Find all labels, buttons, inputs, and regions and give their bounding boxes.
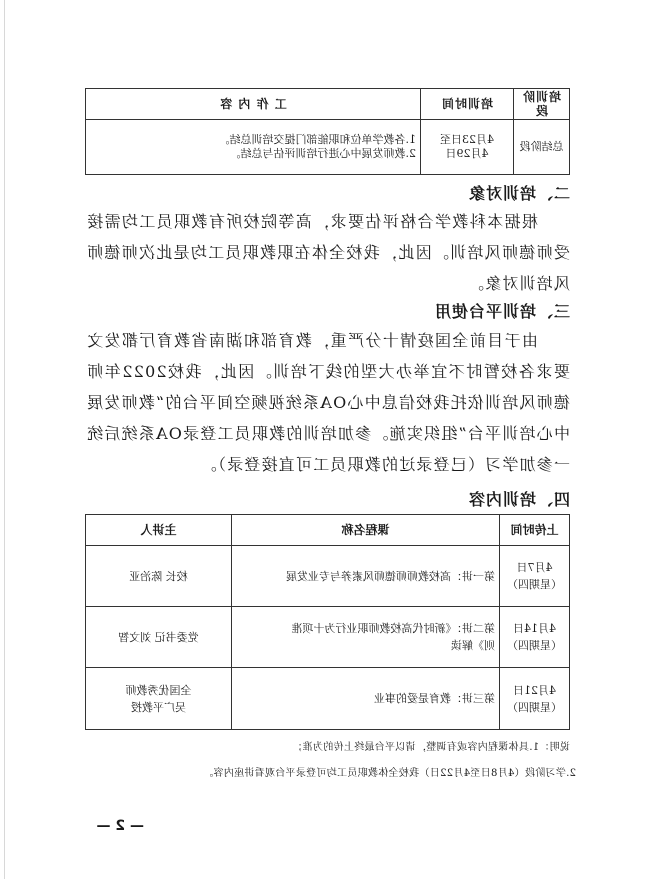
section-paragraph-platform: 由于目前全国疫情十分严重，教育部和湖南省教育厅都发文要求各校暂时不宜举办大型的线下培训。因此，我校2022年师德师风培训依托我校信息中心OA系统视频空间平台的“教师发展中心培训平台”组织实施。参加培训的教职员工登录OA系统后统一参加学习（已登录过的教职员工可直接登录）。 — [86, 331, 570, 474]
header-content: 工 作 内 容 — [86, 89, 421, 120]
course-line: 第二讲：《新时代高校教师职业行为十项准 — [291, 622, 495, 635]
speaker-line: 校长 陈治亚 — [129, 569, 188, 583]
upload-time-cell — [500, 607, 570, 668]
note-line-1: 说明：1.具体课程内容或有调整，请以平台最终上传的为准； — [292, 742, 570, 753]
time-line: （星期四） — [507, 639, 562, 652]
section-heading-targets: 二、培训对象 — [467, 184, 570, 203]
course-line: 第三讲：教育是爱的事业 — [374, 692, 495, 705]
table-header-row — [86, 515, 570, 546]
time-line: （星期四） — [507, 578, 562, 591]
content-line: 1.各教学单位和职能部门提交培训总结。 — [218, 133, 416, 146]
upload-time-cell — [500, 546, 570, 607]
course-line: 第一讲：高校教师师德师风素养与专业发展 — [286, 569, 495, 583]
upload-time-cell — [500, 668, 570, 730]
header-time: 培训时间 — [421, 89, 514, 120]
training-stage-table — [85, 88, 570, 175]
course-schedule-table — [85, 514, 570, 730]
speaker-line: 党委书记 刘文智 — [118, 630, 199, 644]
course-name-cell — [232, 546, 500, 607]
time-line: （星期四） — [507, 700, 562, 714]
header-speaker: 主讲人 — [86, 515, 232, 546]
page-number: — 2 — — [96, 818, 144, 834]
speaker-line: 吴广平教授 — [131, 700, 186, 714]
time-line: 4月14日 — [513, 622, 556, 635]
time-line: 4月23日至 — [440, 133, 494, 146]
content-line: 2.教师发展中心进行培训评估与总结。 — [229, 147, 416, 160]
header-upload-time: 上传时间 — [500, 515, 570, 546]
table-row — [86, 668, 570, 730]
speaker-cell — [86, 668, 232, 730]
course-name-cell — [232, 668, 500, 730]
table-row — [86, 546, 570, 607]
course-name-cell — [232, 607, 500, 668]
content-cell — [86, 120, 421, 175]
section-heading-platform: 三、培训平台使用 — [433, 302, 570, 321]
header-course-name: 课程名称 — [232, 515, 500, 546]
time-line: 4月7日 — [516, 561, 553, 574]
table-row — [86, 120, 570, 175]
header-stage: 培训阶段 — [514, 89, 570, 120]
stage-cell: 总结阶段 — [514, 120, 570, 175]
note-line-2: 2.学习阶段（4月8日至4月22日）我校全体教职员工均可登录平台观看讲座内容。 — [202, 768, 576, 779]
section-paragraph-targets: 根据本科教学合格评估要求，高等院校所有教职员工均需接受师德师风培训。因此，我校全体在职教职员工均是此次师德师风培训对象。 — [86, 212, 570, 293]
speaker-line: 全国优秀教师 — [125, 683, 192, 697]
table-row — [86, 607, 570, 668]
table-header-row — [86, 89, 570, 120]
time-line: 4月21日 — [513, 683, 556, 697]
course-line: 则》解读 — [451, 639, 495, 652]
time-cell — [421, 120, 514, 175]
speaker-cell — [86, 607, 232, 668]
section-heading-content: 四、培训内容 — [467, 490, 570, 509]
speaker-cell — [86, 546, 232, 607]
time-line: 4月29日 — [445, 147, 489, 160]
